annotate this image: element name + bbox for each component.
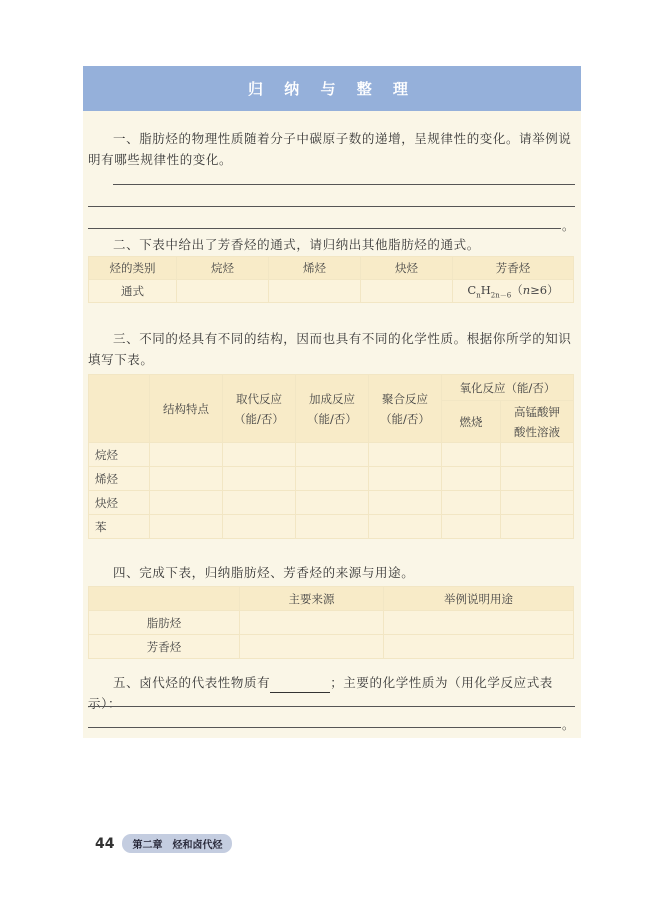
table-cell[interactable] <box>442 443 501 467</box>
table-cell[interactable] <box>223 467 296 491</box>
question-5-text: 五、卤代烃的代表性物质有 ；主要的化学性质为（用化学反应式表示）： <box>88 675 553 711</box>
table-cell[interactable] <box>369 443 442 467</box>
formula-table <box>88 256 574 303</box>
table-header: 结构特点 <box>150 375 223 443</box>
aromatic-formula: $C_nH_{2n-6}(n\ge 6)$ <box>453 280 574 303</box>
table-header: 主要来源 <box>240 587 384 611</box>
summary-panel <box>83 66 581 738</box>
table-row <box>89 257 574 280</box>
question-3-text: 三、不同的烃具有不同的结构，因而也具有不同的化学性质。根据你所学的知识填写下表。 <box>88 331 572 367</box>
answer-line-2[interactable] <box>88 206 575 207</box>
table-header: 聚合反应 （能/否） <box>369 375 442 443</box>
table-cell[interactable] <box>501 467 574 491</box>
table-cell[interactable] <box>150 491 223 515</box>
table-cell[interactable] <box>240 635 384 659</box>
row-label: 烷烃 <box>89 443 150 467</box>
period-mark: 。 <box>562 718 575 732</box>
table-cell[interactable] <box>223 515 296 539</box>
table-corner <box>89 375 150 443</box>
chapter-tag: 第二章 烃和卤代烃 <box>122 834 232 853</box>
period-mark: 。 <box>562 219 575 233</box>
table-row <box>89 443 574 467</box>
row-label: 炔烃 <box>89 491 150 515</box>
table-cell[interactable] <box>369 491 442 515</box>
section-title: 归 纳 与 整 理 <box>248 80 416 98</box>
table-row <box>89 611 574 635</box>
table-row <box>89 587 574 611</box>
table-header: 加成反应 （能/否） <box>296 375 369 443</box>
answer-line-5[interactable] <box>88 727 561 728</box>
table-header: 烷烃 <box>177 257 269 280</box>
table-cell-alkane[interactable] <box>177 280 269 303</box>
row-label: 芳香烃 <box>89 635 240 659</box>
answer-line-4[interactable] <box>88 706 575 707</box>
table-header: 取代反应 （能/否） <box>223 375 296 443</box>
properties-table <box>88 374 574 539</box>
question-2-text: 二、下表中给出了芳香烃的通式，请归纳出其他脂肪烃的通式。 <box>113 237 480 252</box>
table-cell[interactable] <box>223 491 296 515</box>
row-label: 通式 <box>89 280 177 303</box>
table-cell[interactable] <box>296 491 369 515</box>
table-cell[interactable] <box>384 635 574 659</box>
page-number: 44 <box>95 835 115 852</box>
table-row <box>89 467 574 491</box>
table-header: 芳香烃 <box>453 257 574 280</box>
table-header: 高锰酸钾 酸性溶液 <box>501 401 574 443</box>
table-cell[interactable] <box>369 467 442 491</box>
table-cell[interactable] <box>296 467 369 491</box>
table-cell[interactable] <box>442 515 501 539</box>
table-cell-alkene[interactable] <box>269 280 361 303</box>
table-header: 烃的类别 <box>89 257 177 280</box>
question-4-text: 四、完成下表，归纳脂肪烃、芳香烃的来源与用途。 <box>113 565 415 580</box>
table-row <box>89 375 574 401</box>
table-header: 氧化反应（能/否） <box>442 375 574 401</box>
table-cell-alkyne[interactable] <box>361 280 453 303</box>
table-row <box>89 491 574 515</box>
table-cell[interactable] <box>369 515 442 539</box>
answer-line-3[interactable] <box>88 228 561 229</box>
table-cell[interactable] <box>501 443 574 467</box>
table-cell[interactable] <box>296 515 369 539</box>
table-cell[interactable] <box>150 443 223 467</box>
table-cell[interactable] <box>150 515 223 539</box>
table-cell[interactable] <box>240 611 384 635</box>
table-cell[interactable] <box>296 443 369 467</box>
section-header <box>83 66 581 111</box>
row-label: 苯 <box>89 515 150 539</box>
table-row <box>89 635 574 659</box>
table-cell[interactable] <box>501 515 574 539</box>
table-corner <box>89 587 240 611</box>
table-header: 举例说明用途 <box>384 587 574 611</box>
table-header: 炔烃 <box>361 257 453 280</box>
page-footer <box>95 834 232 853</box>
source-use-table <box>88 586 574 659</box>
answer-blank[interactable] <box>270 678 330 693</box>
answer-line-1[interactable] <box>113 184 575 185</box>
table-cell[interactable] <box>384 611 574 635</box>
table-header: 燃烧 <box>442 401 501 443</box>
table-row <box>89 515 574 539</box>
table-row <box>89 280 574 303</box>
table-cell[interactable] <box>501 491 574 515</box>
question-1-text: 一、脂肪烃的物理性质随着分子中碳原子数的递增，呈规律性的变化。请举例说明有哪些规律性的变化。 <box>88 131 572 167</box>
table-cell[interactable] <box>150 467 223 491</box>
table-cell[interactable] <box>223 443 296 467</box>
row-label: 烯烃 <box>89 467 150 491</box>
table-cell[interactable] <box>442 467 501 491</box>
row-label: 脂肪烃 <box>89 611 240 635</box>
table-cell[interactable] <box>442 491 501 515</box>
table-header: 烯烃 <box>269 257 361 280</box>
